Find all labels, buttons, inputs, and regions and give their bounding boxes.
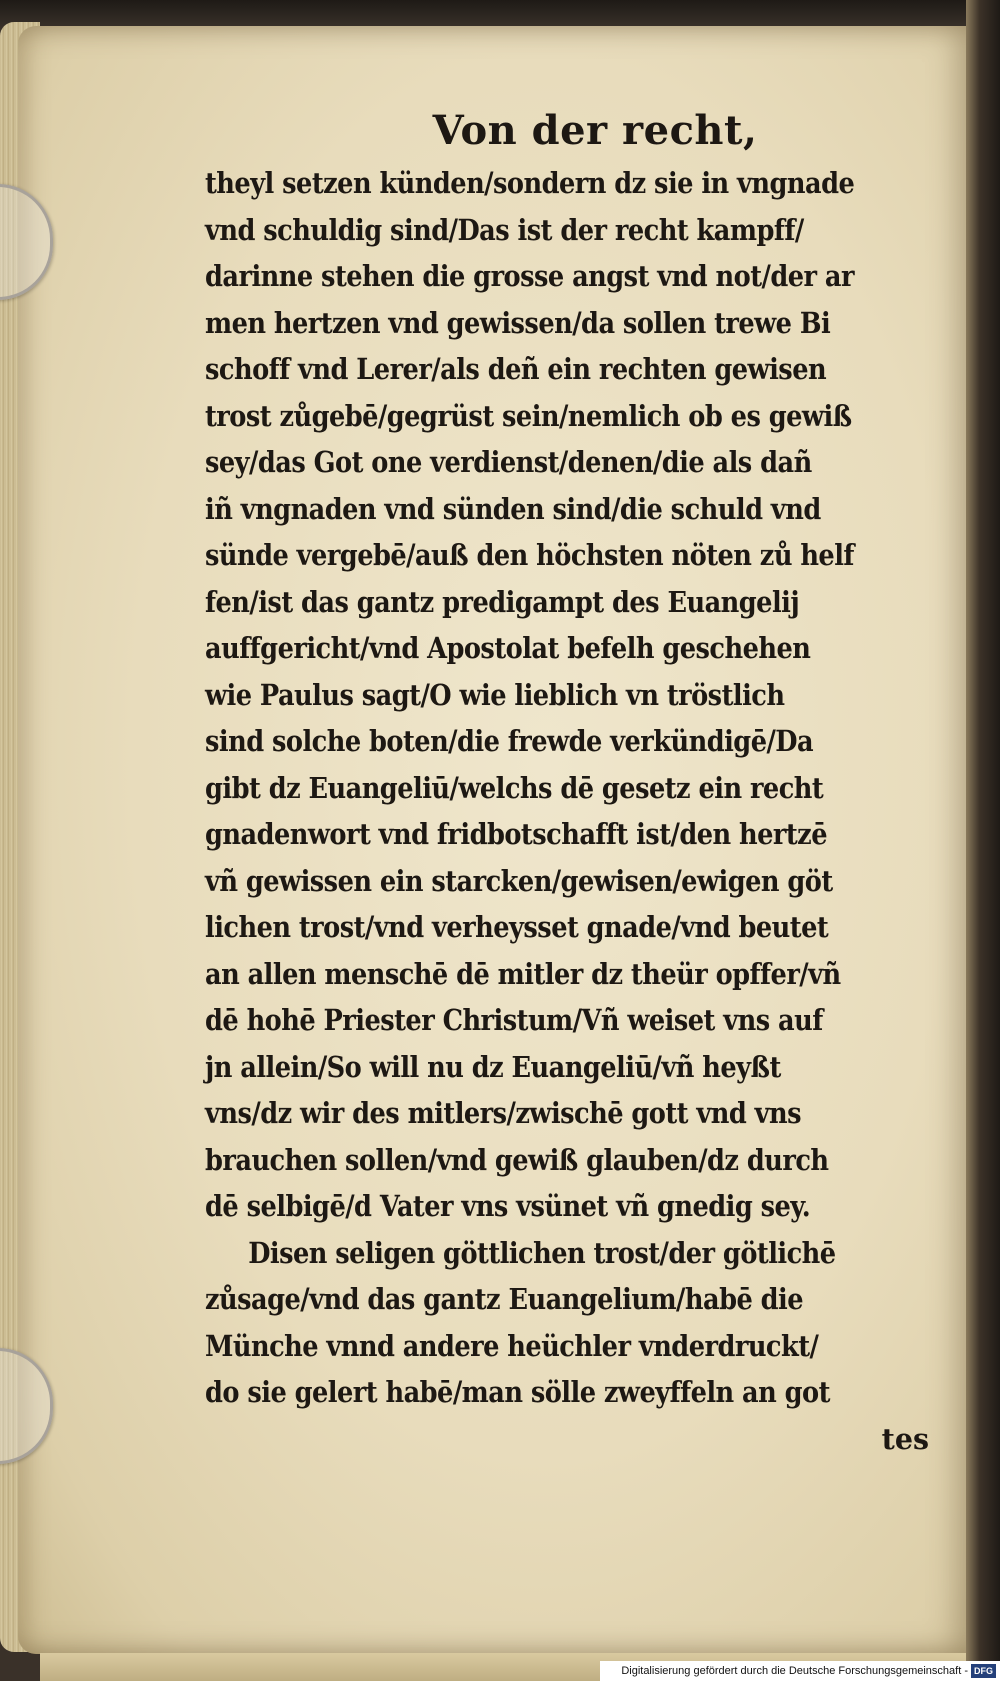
text-line: gibt dz Euangeliū/welchs dē gesetz ein recht (205, 770, 824, 805)
text-line: sind solche boten/die frewde verkündigē/Da (205, 724, 814, 758)
text-line: gnadenwort vnd fridbotschafft ist/den hertzē (205, 817, 827, 851)
credit-text: Digitalisierung gefördert durch die Deutsche Forschungsgemeinschaft - (621, 1665, 968, 1677)
text-line: trost zůgebē/gegrüst sein/nemlich ob es gewiß (205, 398, 852, 433)
text-line: Münche vnnd andere heüchler vnderdruckt/ (205, 1328, 819, 1363)
text-line: do sie gelert habē/man sölle zweyffeln an got (205, 1375, 830, 1409)
text-line: brauchen sollen/vnd gewiß glauben/dz durch (205, 1142, 829, 1177)
text-line: darinne stehen die grosse angst vnd not/der ar (205, 259, 854, 293)
text-line: lichen trost/vnd verheysset gnade/vnd beutet (205, 910, 829, 944)
text-line: fen/ist das gantz predigampt des Euangelij (205, 584, 800, 619)
text-line: vnd schuldig sind/Das ist der recht kampff/ (205, 212, 804, 247)
text-line: sey/das Got one verdienst/denen/die als dañ (205, 445, 812, 479)
text-line: dē hohē Priester Christum/Vñ weiset vns auf (205, 1003, 823, 1037)
catchword: tes (881, 1421, 929, 1456)
text-line: auffgericht/vnd Apostolat befelh geschehen (205, 631, 811, 665)
text-line: vñ gewissen ein starcken/gewisen/ewigen göt (205, 863, 833, 898)
text-line: sünde vergebē/auß den höchsten nöten zů helf (205, 538, 854, 572)
text-line: zůsage/vnd das gantz Euangelium/habē die (205, 1282, 804, 1316)
text-line: an allen menschē dē mitler dz theür opffer/vñ (205, 956, 841, 991)
text-line: men hertzen vnd gewissen/da sollen trewe Bi (205, 305, 831, 340)
running-head: Von der recht, (432, 107, 758, 154)
text-line: wie Paulus sagt/O wie lieblich vn tröstlich (205, 677, 785, 712)
digitization-credit (600, 1661, 1000, 1681)
page-text (205, 102, 945, 1462)
text-line: jn allein/So will nu dz Euangeliū/vñ heyßt (205, 1049, 781, 1084)
text-line: theyl setzen künden/sondern dz sie in vngnade (205, 166, 855, 200)
text-line: schoff vnd Lerer/als deñ ein rechten gewisen (205, 352, 827, 386)
text-line-paragraph-start: Disen seligen göttlichen trost/der götlichē (248, 1235, 836, 1270)
dfg-logo: DFG (971, 1664, 996, 1678)
text-line: iñ vngnaden vnd sünden sind/die schuld vnd (205, 491, 821, 526)
text-line: dē selbigē/d Vater vns vsünet vñ gnedig sey. (205, 1189, 811, 1223)
book-binding-edge (966, 0, 1000, 1681)
text-line: vns/dz wir des mitlers/zwischē gott vnd vns (205, 1096, 802, 1130)
